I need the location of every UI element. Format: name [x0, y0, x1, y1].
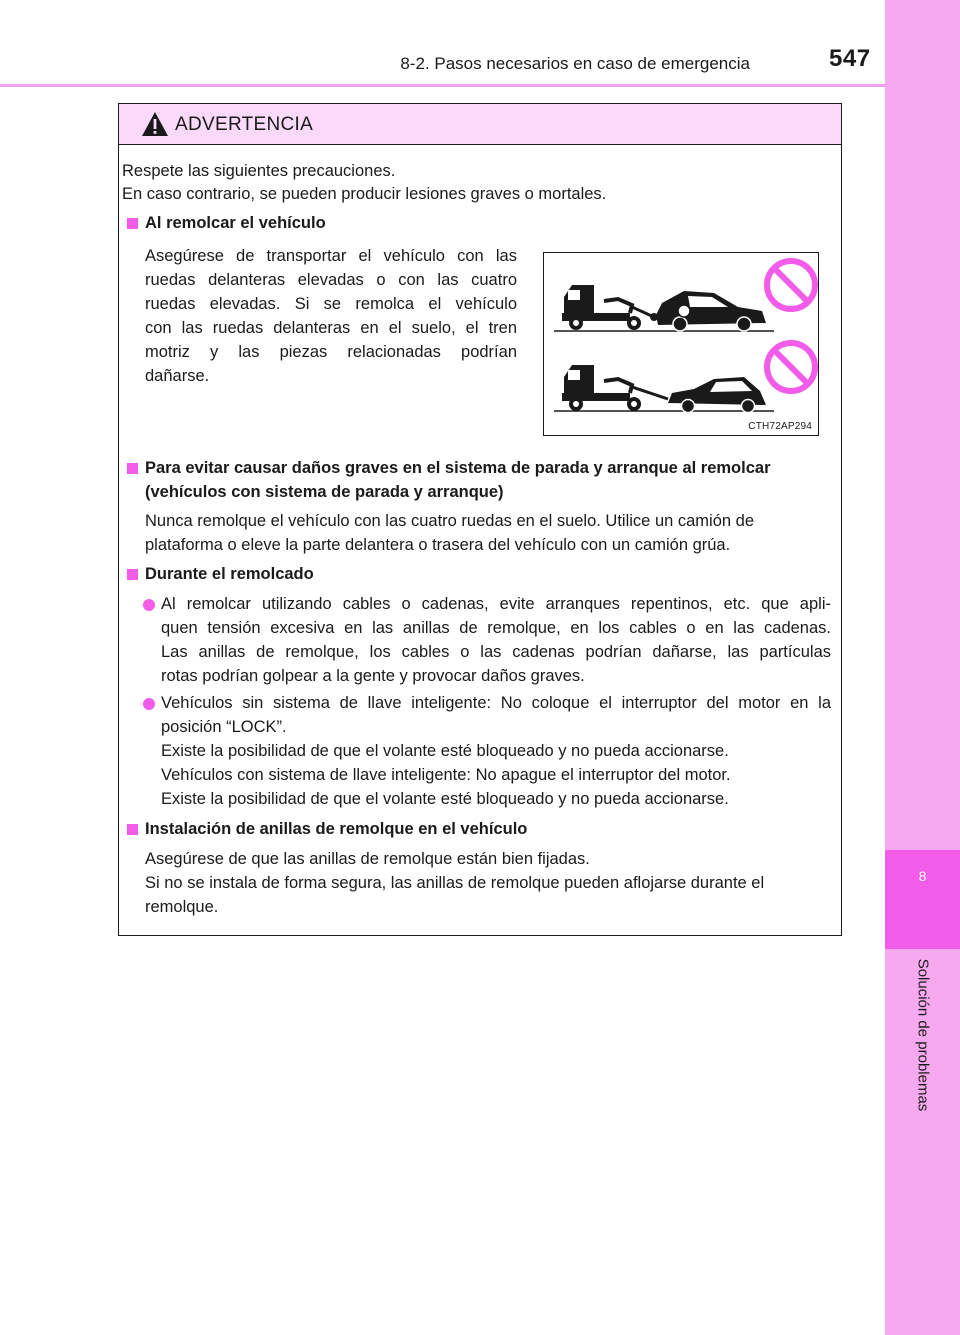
section4-body-line-1: Asegúrese de que las anillas de remolque están bien fijadas. — [145, 850, 590, 868]
section3-bullet2-line-3: Existe la posibilidad de que el volante esté bloqueado y no pueda accionarse. — [161, 742, 729, 760]
section3-bullet1-line-4: rotas podrían golpear a la gente y provocar daños graves. — [161, 667, 585, 685]
warning-triangle-icon — [141, 111, 169, 137]
prohibited-icon-top — [767, 261, 815, 309]
header-rule — [0, 84, 885, 87]
section1-heading: Al remolcar el vehículo — [145, 214, 326, 232]
section1-line-4: con las ruedas delanteras en el suelo, el tren — [145, 319, 517, 337]
section3-bullet2-line-5: Existe la posibilidad de que el volante esté bloqueado y no pueda accionarse. — [161, 790, 729, 808]
warning-title: ADVERTENCIA — [175, 114, 314, 135]
section-title: 8-2. Pasos necesarios en caso de emergencia — [400, 54, 750, 73]
chapter-label-wrap — [885, 940, 960, 1130]
section4-body-line-3: remolque. — [145, 898, 219, 916]
section1-line-2: ruedas delanteras elevadas o con las cuatro — [145, 271, 517, 289]
section-bullet — [127, 463, 138, 474]
section2-body-line-2: plataforma o eleve la parte delantera o trasera del vehículo con un camión grúa. — [145, 536, 731, 554]
side-tab-strip — [885, 0, 960, 1335]
section3-bullet1-line-1: Al remolcar utilizando cables o cadenas, evite arranques repentinos, etc. que apli- — [161, 595, 831, 613]
round-bullet — [143, 599, 155, 611]
section4-body-line-2: Si no se instala de forma segura, las anillas de remolque pueden aflojarse durante el — [145, 874, 765, 892]
section-bullet — [127, 569, 138, 580]
section3-bullet1-line-3: Las anillas de remolque, los cables o las cadenas podrían dañarse, las partículas — [161, 643, 831, 661]
warning-header — [119, 104, 841, 145]
section2-body-line-1: Nunca remolque el vehículo con las cuatro ruedas en el suelo. Utilice un camión de — [145, 512, 755, 530]
prohibited-towing-diagram — [544, 253, 818, 435]
round-bullet — [143, 698, 155, 710]
section2-heading-line-2: (vehículos con sistema de parada y arranque) — [145, 483, 504, 501]
section4-heading: Instalación de anillas de remolque en el vehículo — [145, 820, 528, 838]
section1-line-1: Asegúrese de transportar el vehículo con las — [145, 247, 517, 265]
prohibited-icon-bottom — [767, 343, 815, 391]
section-bullet — [127, 824, 138, 835]
chapter-tab[interactable] — [885, 850, 960, 949]
section1-line-5: motriz y las piezas relacionadas podrían — [145, 343, 517, 361]
section1-line-6: dañarse. — [145, 367, 210, 385]
intro-line-1: Respete las siguientes precauciones. — [122, 162, 396, 180]
section3-bullet1-line-2: quen tensión excesiva en las anillas de remolque, en los cables o en las cadenas. — [161, 619, 831, 637]
car-bottom — [668, 377, 766, 413]
section3-bullet2-line-4: Vehículos con sistema de llave inteligente: No apague el interruptor del motor. — [161, 766, 731, 784]
section3-heading: Durante el remolcado — [145, 565, 314, 583]
section1-line-3: ruedas elevadas. Si se remolca el vehículo — [145, 295, 517, 313]
chapter-number: 8 — [918, 868, 927, 884]
car-top — [656, 291, 766, 331]
page-number: 547 — [829, 45, 871, 72]
intro-line-2: En caso contrario, se pueden producir lesiones graves o mortales. — [122, 185, 607, 203]
section-bullet — [127, 218, 138, 229]
section3-bullet2-line-2: posición “LOCK”. — [161, 718, 287, 736]
section2-heading-line-1: Para evitar causar daños graves en el sistema de parada y arranque al remolcar — [145, 459, 771, 477]
section3-bullet2-line-1: Vehículos sin sistema de llave inteligente: No coloque el interruptor del motor en la — [161, 694, 831, 712]
chapter-label: Solución de problemas — [914, 958, 931, 1112]
figure-code: CTH72AP294 — [748, 421, 812, 432]
towing-illustration — [543, 252, 819, 436]
